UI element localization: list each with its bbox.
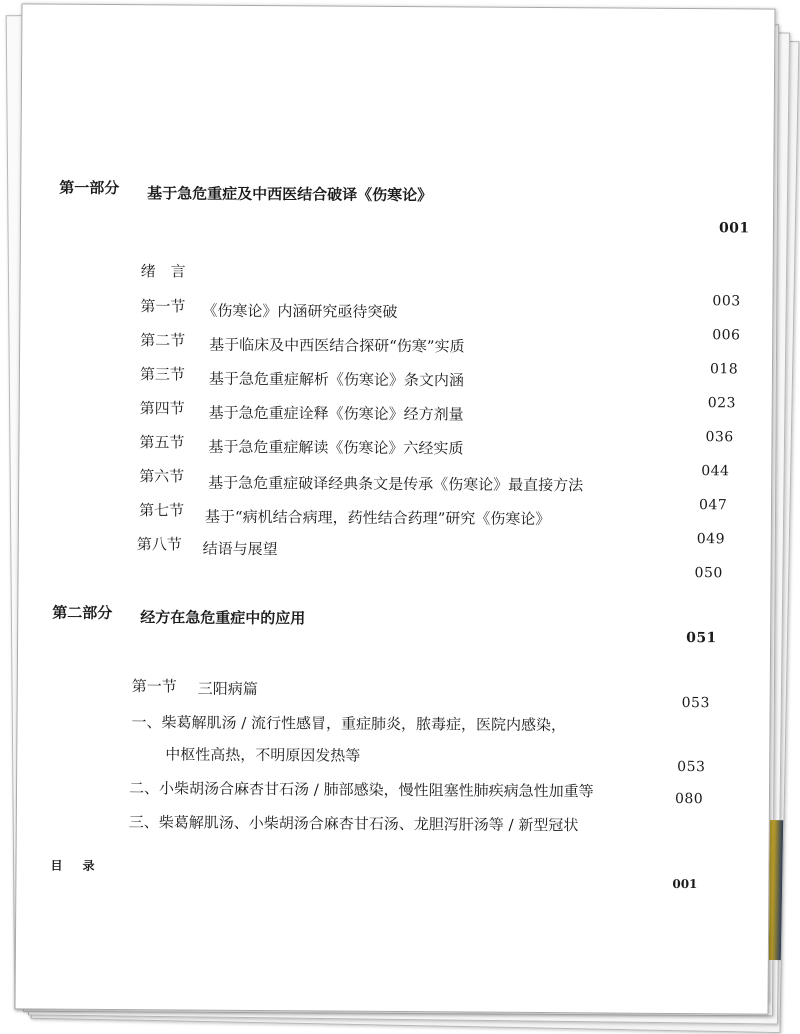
toc-entry-title: 结语与展望 [202, 539, 278, 559]
toc-entry-page: 003 [712, 293, 741, 310]
toc-entry-page: 050 [694, 565, 723, 582]
toc-subentry: 二、小柴胡汤合麻杏甘石汤 / 肺部感染，慢性阻塞性肺疾病急性加重等 [128, 779, 594, 801]
toc-entry-label: 第七节 [138, 501, 185, 520]
toc-entry-label: 第四节 [139, 399, 185, 418]
toc-entry-label: 第五节 [139, 433, 185, 452]
toc-entry-title: 基于急危重症解析《伤寒论》条文内涵 [208, 369, 464, 390]
toc-entry-title: 三阳病篇 [197, 679, 258, 699]
toc-entry-page: 023 [707, 395, 737, 412]
toc-entry-page: 080 [674, 790, 704, 808]
toc-entry-label: 第一节 [140, 297, 186, 316]
toc-entry-page: 018 [709, 361, 739, 378]
part1-page: 001 [718, 220, 750, 237]
toc-subentry: 中枢性高热，不明原因发热等 [165, 745, 361, 765]
toc-entry-page: 053 [677, 758, 706, 776]
toc-entry-label: 第一节 [131, 677, 177, 696]
toc-entry-label: 第六节 [139, 467, 185, 486]
toc-subentry: 三、柴葛解肌汤、小柴胡汤合麻杏甘石汤、龙胆泻肝汤等 / 新型冠状 [128, 813, 579, 835]
toc-entry-page: 044 [701, 463, 730, 480]
part1-title: 基于急危重症及中西医结合破译《伤寒论》 [147, 184, 433, 205]
toc-entry-title: 基于“病机结合病理，药性结合药理”研究《伤寒论》 [204, 507, 551, 529]
toc-entry-label: 第二节 [140, 331, 186, 350]
footer-label: 目 录 [50, 858, 99, 873]
toc-entry-label: 绪 言 [140, 262, 186, 281]
toc-entry-title: 基于急危重症诠释《伤寒论》经方剂量 [208, 403, 464, 424]
toc-entry-title: 基于急危重症破译经典条文是传承《伤寒论》最直接方法 [208, 473, 584, 495]
toc-entry-label: 第三节 [139, 365, 186, 384]
toc-page [14, 3, 775, 1014]
toc-entry-page: 036 [705, 429, 734, 446]
toc-entry-title: 《伤寒论》内涵研究亟待突破 [202, 301, 398, 322]
toc-entry-page: 047 [698, 497, 728, 514]
part2-page: 051 [686, 630, 717, 647]
toc-entry-page: 049 [696, 531, 726, 548]
part2-label: 第二部分 [52, 603, 113, 623]
toc-entry-title: 基于急危重症解读《伤寒论》六经实质 [208, 437, 464, 458]
part2-title: 经方在急危重症中的应用 [140, 608, 306, 628]
toc-entry-page: 053 [681, 695, 710, 712]
toc-entry-title: 基于临床及中西医结合探研“伤寒”实质 [209, 335, 465, 356]
toc-entry-page: 006 [712, 327, 741, 344]
toc-subentry: 一、柴葛解肌汤 / 流行性感冒，重症肺炎，脓毒症，医院内感染， [131, 713, 567, 735]
toc-entry-label: 第八节 [136, 535, 182, 554]
footer-page-number: 001 [672, 876, 698, 892]
part1-label: 第一部分 [59, 178, 120, 198]
